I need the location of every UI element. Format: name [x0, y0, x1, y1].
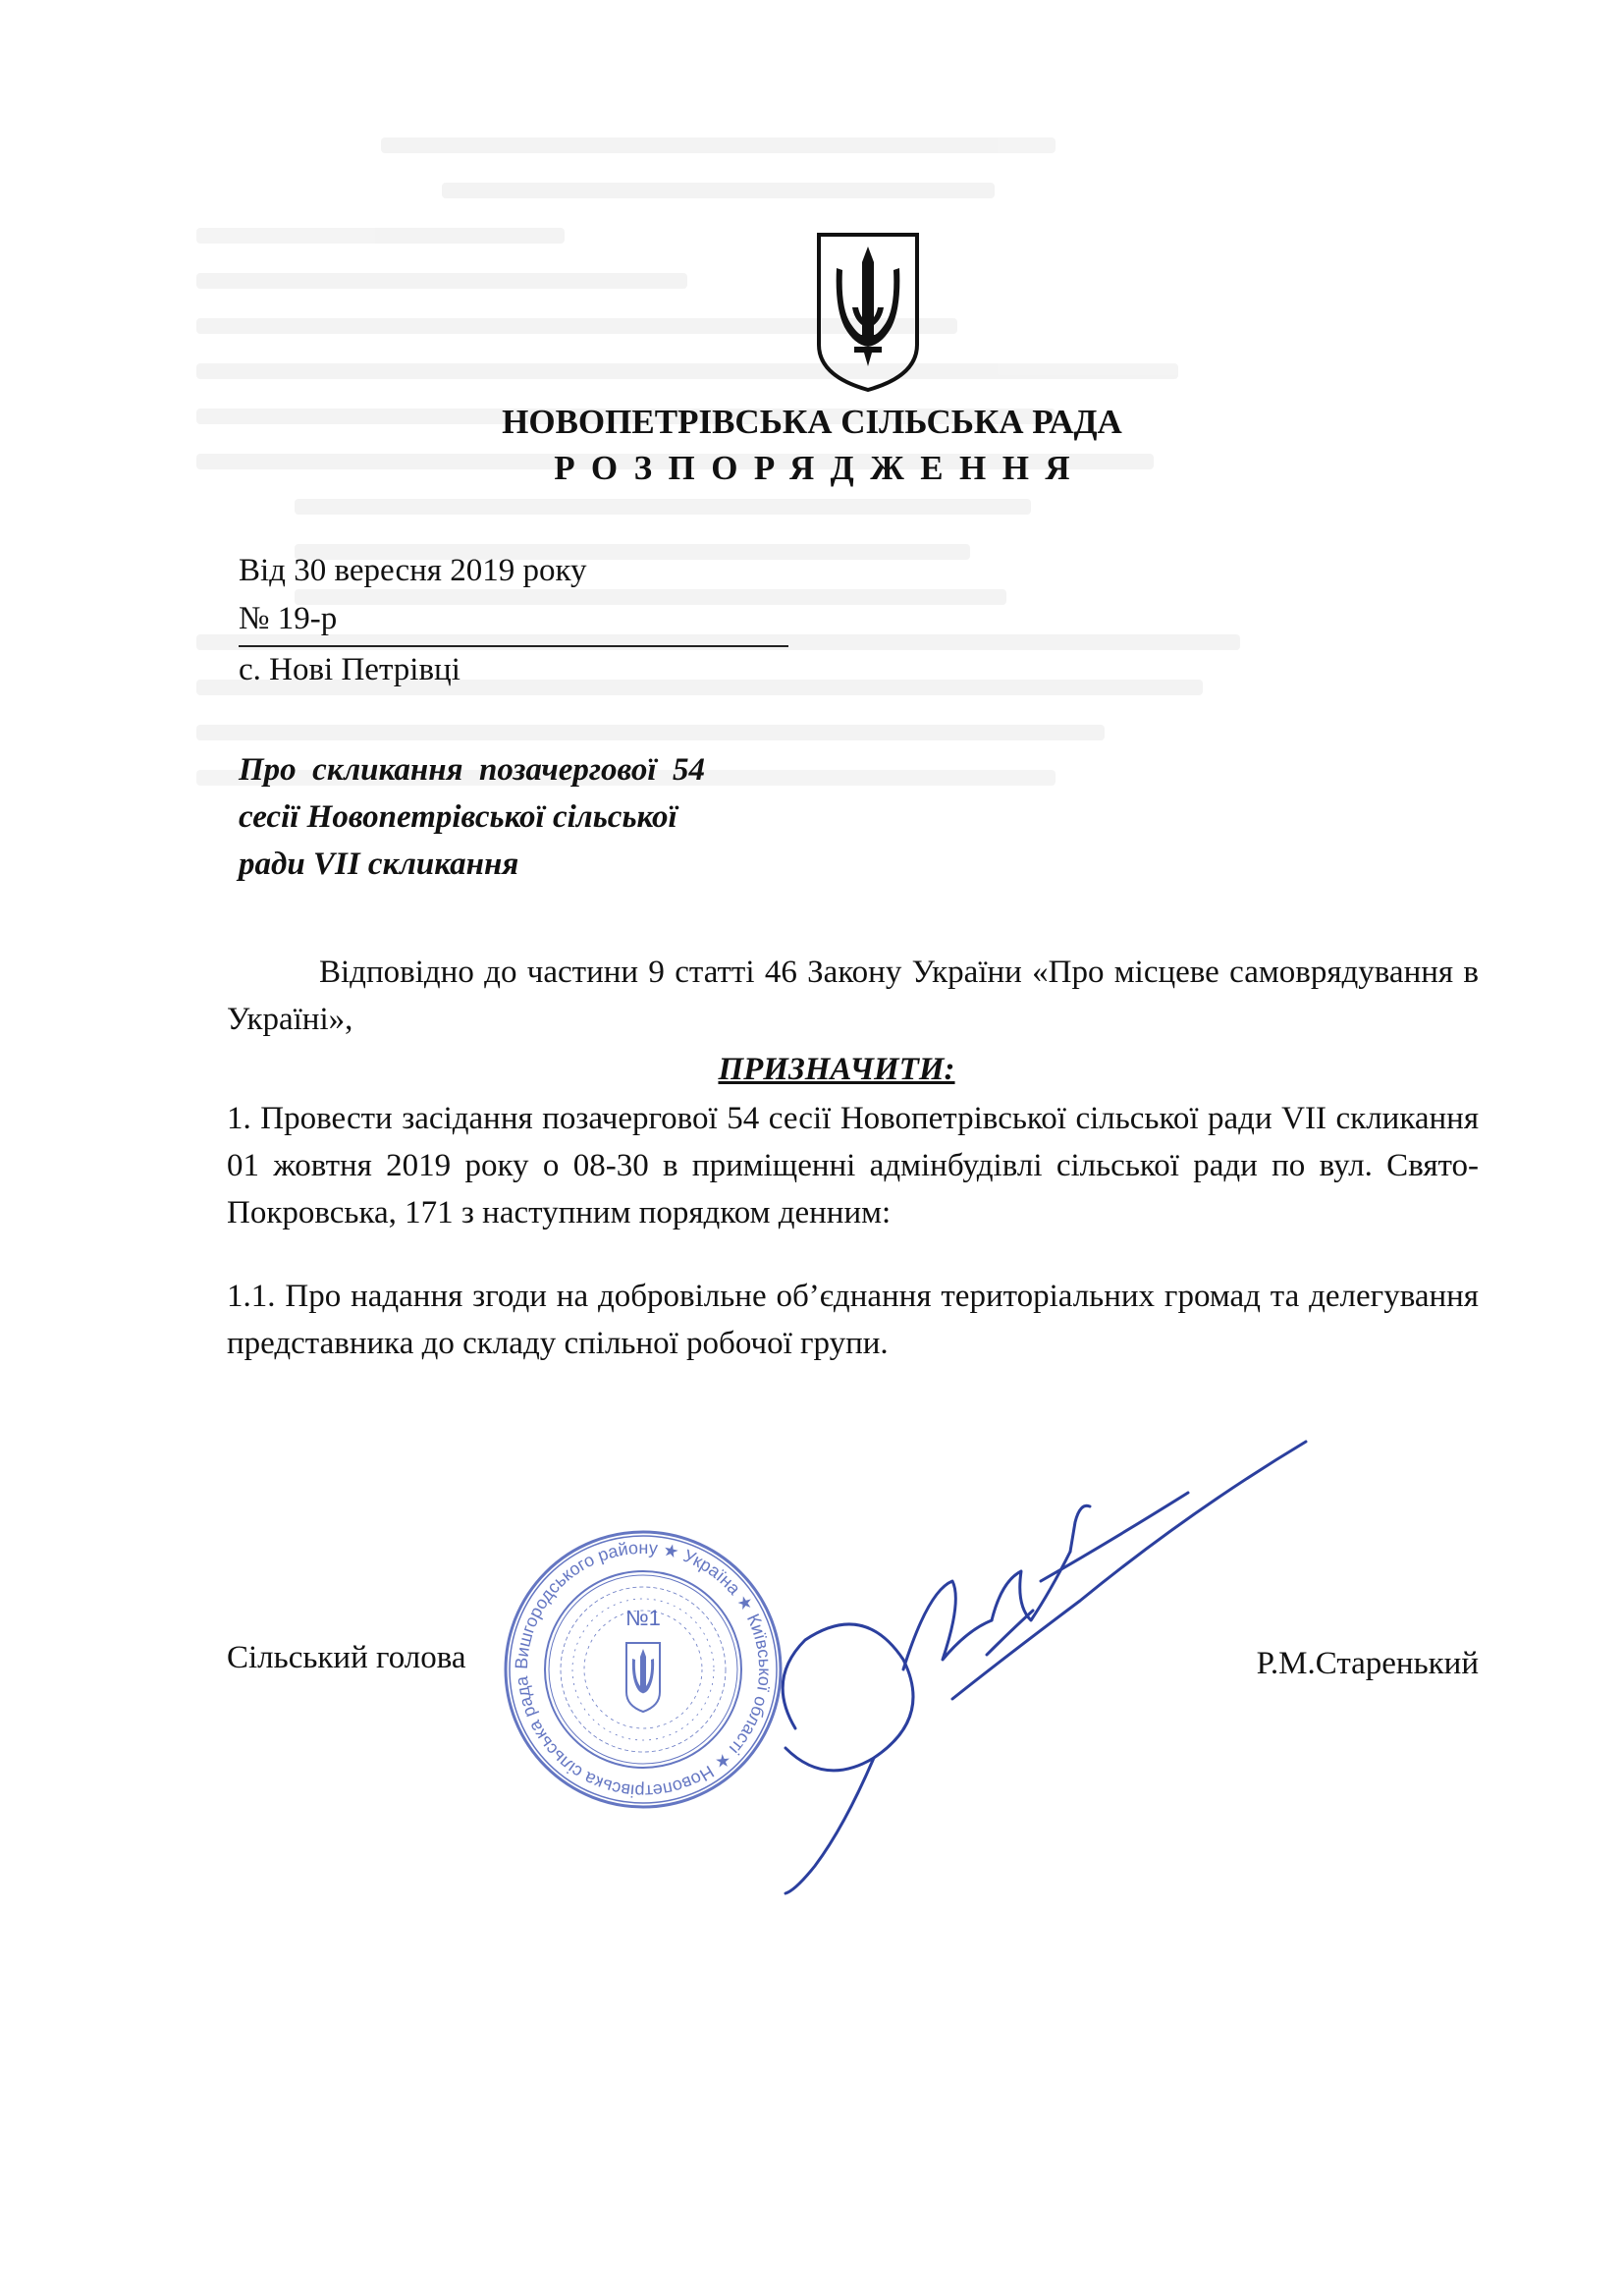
stamp-outer-text: Вишгородського району ★ Україна ★ Київської області ★ Новопетрівська сільська рада [511, 1537, 776, 1802]
order-item-1: 1. Провести засідання позачергової 54 сесії Новопетрівської сільської ради VII скликання 01 жовтня 2019 року о 08-30 в приміщенні адмінбудівлі сільської ради по вул. Свято-Покровська, 171 з наступним порядком денним: [227, 1101, 1479, 1230]
document-date: Від 30 вересня 2019 року [239, 553, 587, 588]
subject-line: ради VII скликання [239, 847, 519, 882]
signatory-title: Сільський голова [227, 1640, 466, 1675]
signatory-name: Р.М.Старенький [1256, 1646, 1479, 1681]
council-name: НОВОПЕТРІВСЬКА СІЛЬСЬКА РАДА [502, 403, 1122, 441]
document-subject [239, 746, 705, 888]
handwritten-signature [756, 1434, 1316, 1895]
document-number: № 19-р [239, 601, 338, 636]
intro-paragraph: Відповідно до частини 9 статті 46 Закону України «Про місцеве самоврядування в Україні», [227, 955, 1479, 1037]
stamp-number: №1 [625, 1606, 661, 1630]
meta-divider [239, 645, 788, 647]
order-item-1-1: 1.1. Про надання згоди на добровільне об’єднання територіальних громад та делегування представника до складу спільної робочої групи. [227, 1279, 1479, 1361]
subject-line: Про скликання позачергової 54 [239, 752, 706, 788]
document-type-title: РОЗПОРЯДЖЕННЯ [554, 449, 1087, 487]
document-place: с. Нові Петрівці [239, 652, 460, 687]
coat-of-arms-icon [811, 229, 925, 394]
subject-line: сесії Новопетрівської сільської [239, 799, 677, 835]
order-heading: ПРИЗНАЧИТИ: [718, 1052, 955, 1087]
official-stamp-icon [501, 1527, 785, 1812]
